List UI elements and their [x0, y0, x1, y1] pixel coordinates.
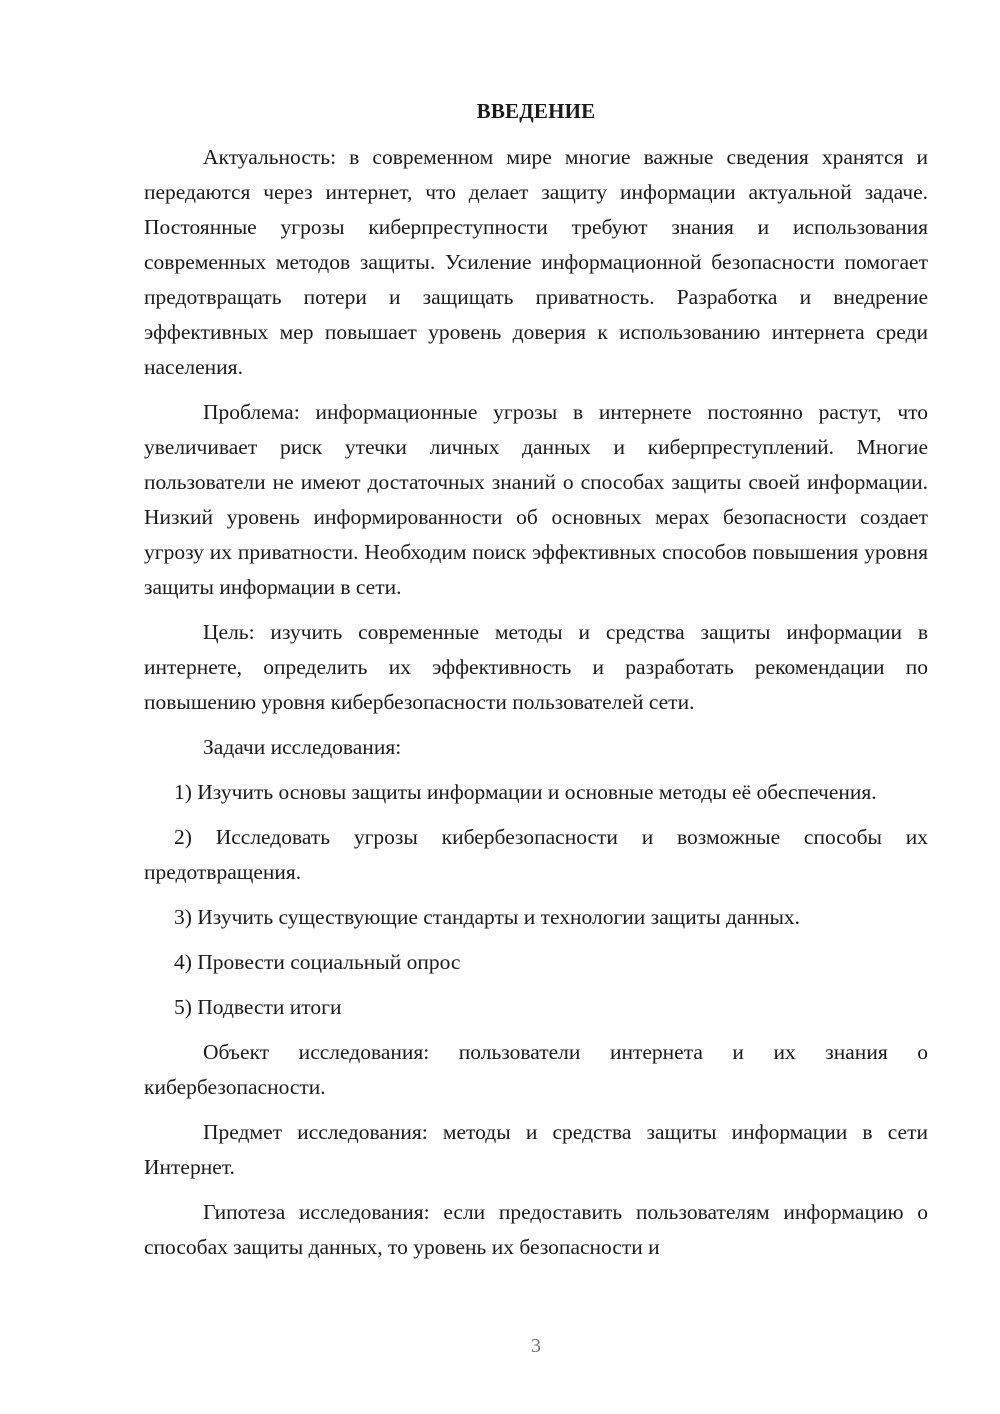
paragraph-relevance: Актуальность: в современном мире многие важные сведения хранятся и передаются через интернет, что делает защиту информации актуальной задаче. Постоянные угрозы киберпреступности требуют знания и использования современных методов защиты. Усиление информационной безопасности помогает предотвращать потери и защищать приватность. Разработка и внедрение эффективных мер повышает уровень доверия к использованию интернета среди населения. — [144, 145, 928, 379]
paragraph-object: Объект исследования: пользователи интернета и их знания о кибербезопасности. — [144, 1040, 928, 1099]
tasks-heading: Задачи исследования: — [203, 735, 402, 759]
list-item: 4) Провести социальный опрос — [174, 950, 461, 974]
paragraph-subject: Предмет исследования: методы и средства защиты информации в сети Интернет. — [144, 1120, 928, 1179]
paragraph-goal: Цель: изучить современные методы и средства защиты информации в интернете, определить их эффективность и разработать рекомендации по повышению уровня кибербезопасности пользователей сети. — [144, 620, 928, 714]
list-item: 5) Подвести итоги — [174, 995, 342, 1019]
paragraph-problem: Проблема: информационные угрозы в интернете постоянно растут, что увеличивает риск утечки личных данных и киберпреступлений. Многие пользователи не имеют достаточных знаний о способах защиты своей информации. Низкий уровень информированности об основных мерах безопасности создает угрозу их приватности. Необходим поиск эффективных способов повышения уровня защиты информации в сети. — [144, 400, 928, 599]
list-item: 2) Исследовать угрозы кибербезопасности и возможные способы их предотвращения. — [144, 825, 928, 884]
page-content — [144, 96, 928, 1275]
section-heading: ВВЕДЕНИЕ — [476, 99, 596, 123]
list-item: 1) Изучить основы защиты информации и основные методы её обеспечения. — [174, 780, 877, 804]
paragraph-hypothesis: Гипотеза исследования: если предоставить пользователям информацию о способах защиты данных, то уровень их безопасности и — [144, 1200, 928, 1259]
tasks-list — [144, 775, 928, 1025]
page-number: 3 — [531, 1335, 541, 1357]
list-item: 3) Изучить существующие стандарты и технологии защиты данных. — [174, 905, 801, 929]
